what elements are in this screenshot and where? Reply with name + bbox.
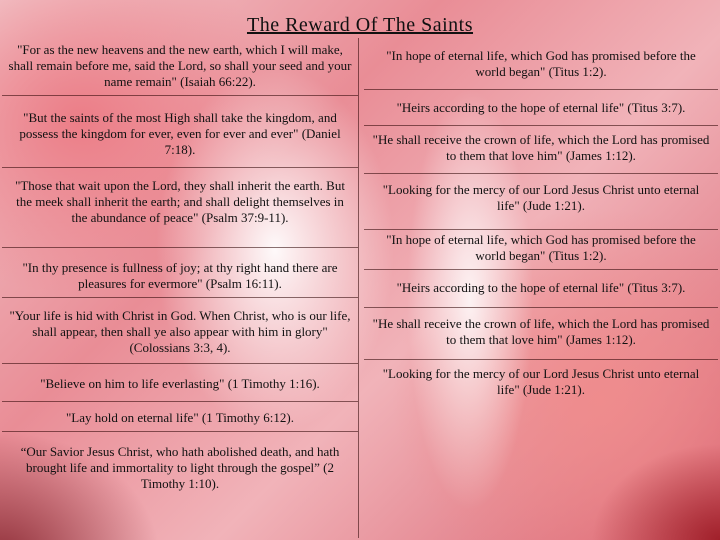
verse-cell: "Looking for the mercy of our Lord Jesus Christ unto eternal life" (Jude 1:21).	[382, 366, 700, 397]
verse-cell: "But the saints of the most High shall take the kingdom, and possess the kingdom for ever, even for ever and ever" (Daniel 7:18).	[2, 96, 358, 168]
verse-cell: "In hope of eternal life, which God has promised before the world began" (Titus 1:2).	[364, 230, 718, 270]
verse-cell: "For as the new heavens and the new earth, which I will make, shall remain before me, said the Lord, so shall your seed and your name remain" (Isaiah 66:22).	[2, 38, 358, 96]
verse-cell: "Believe on him to life everlasting" (1 Timothy 1:16).	[2, 364, 358, 402]
verse-cell: "He shall receive the crown of life, which the Lord has promised to them that love him" (James 1:12).	[364, 308, 718, 360]
left-column	[2, 38, 359, 538]
slide-title: The Reward Of The Saints	[246, 14, 474, 36]
verse-cell: "He shall receive the crown of life, which the Lord has promised to them that love him" (James 1:12).	[364, 126, 718, 174]
verse-cell: "In hope of eternal life, which God has promised before the world began" (Titus 1:2).	[364, 38, 718, 90]
verse-cell: "Those that wait upon the Lord, they shall inherit the earth. But the meek shall inherit the earth; and shall delight themselves in the abundance of peace" (Psalm 37:9-11).	[2, 168, 358, 248]
verse-cell: "Heirs according to the hope of eternal life" (Titus 3:7).	[364, 270, 718, 308]
verse-table	[2, 38, 718, 538]
verse-cell: "Lay hold on eternal life" (1 Timothy 6:12).	[2, 402, 358, 432]
verse-cell: "In thy presence is fullness of joy; at thy right hand there are pleasures for evermore" (Psalm 16:11).	[2, 248, 358, 298]
verse-cell: "Heirs according to the hope of eternal life" (Titus 3:7).	[364, 90, 718, 126]
verse-cell: “Our Savior Jesus Christ, who hath abolished death, and hath brought life and immortality to light through the gospel” (2 Timothy 1:10).	[20, 444, 340, 491]
verse-cell: "Looking for the mercy of our Lord Jesus Christ unto eternal life" (Jude 1:21).	[364, 174, 718, 230]
verse-cell: "Your life is hid with Christ in God. When Christ, who is our life, shall appear, then shall ye also appear with him in glory" (Colossians 3:3, 4).	[2, 298, 358, 364]
